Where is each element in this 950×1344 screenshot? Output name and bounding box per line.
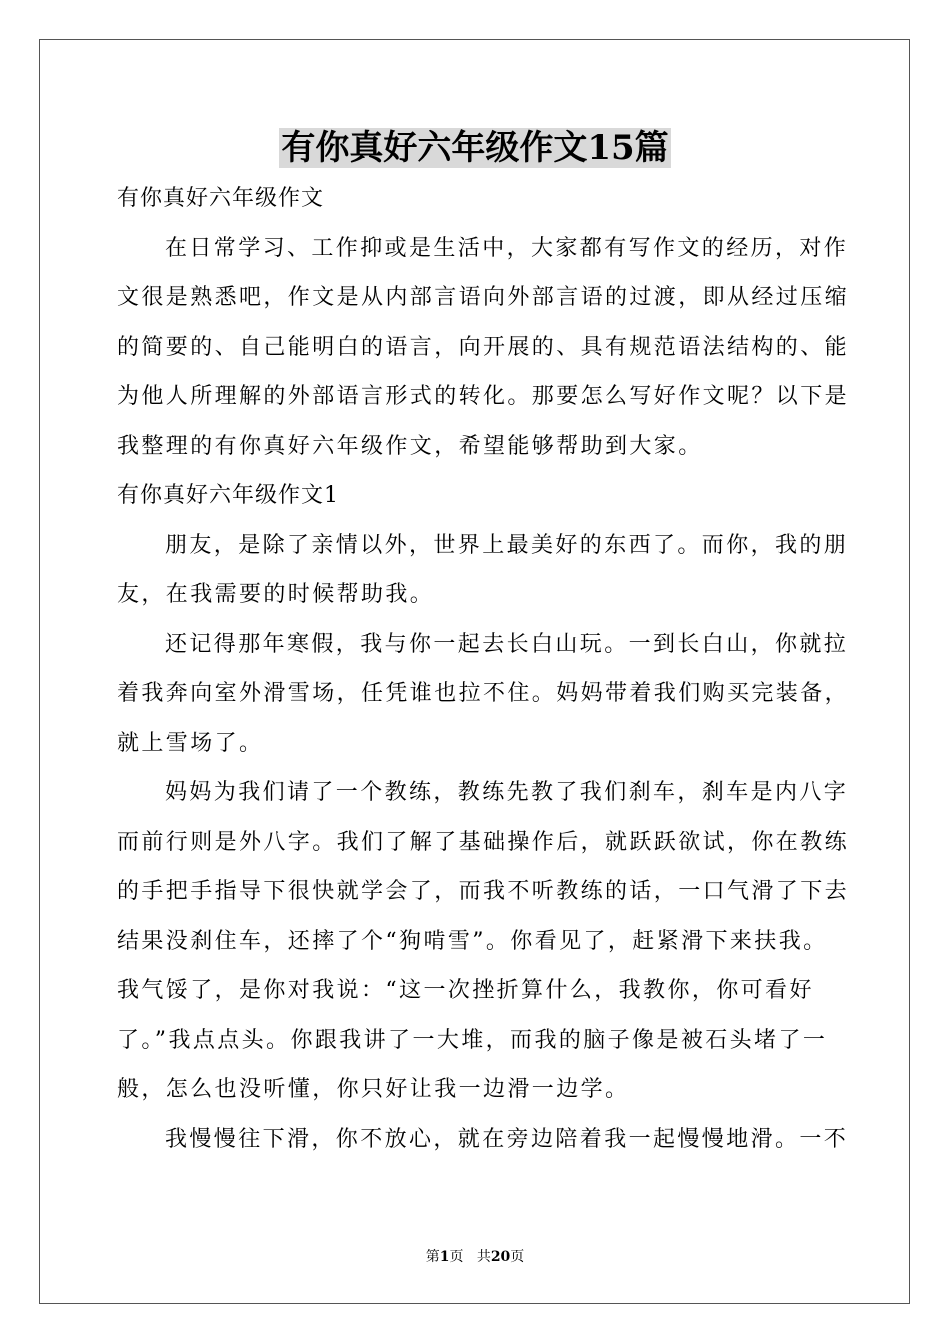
body-text-line: 为他人所理解的外部语言形式的转化。那要怎么写好作文呢？以下是	[117, 384, 850, 409]
body-text-line: 朋友，是除了亲情以外，世界上最美好的东西了。而你，我的朋	[165, 532, 849, 558]
document-title	[0, 126, 950, 170]
page-footer	[0, 1247, 950, 1267]
body-text-line: 文很是熟悉吧，作文是从内部言语向外部言语的过渡，即从经过压缩	[117, 285, 850, 310]
footer-total-suffix: 页	[510, 1249, 525, 1265]
footer-page-suffix: 页	[449, 1249, 464, 1265]
section-heading: 有你真好六年级作文1	[117, 483, 339, 508]
body-text-line: 着我奔向室外滑雪场，任凭谁也拉不住。妈妈带着我们购买完装备，	[117, 681, 850, 706]
body-text-line: 的简要的、自己能明白的语言，向开展的、具有规范语法结构的、能	[117, 334, 850, 360]
body-text-line: 结果没刹住车，还摔了个“狗啃雪”。你看见了，赶紧滑下来扶我。	[117, 928, 828, 954]
body-text-line: 我整理的有你真好六年级作文，希望能够帮助到大家。	[117, 433, 703, 459]
body-text-line: 般，怎么也没听懂，你只好让我一边滑一边学。	[117, 1077, 630, 1102]
footer-total-pages: 20	[490, 1249, 511, 1265]
footer-page-number: 1	[439, 1249, 450, 1265]
body-text-line: 在日常学习、工作抑或是生活中，大家都有写作文的经历，对作	[165, 235, 849, 261]
footer-total-prefix: 共	[476, 1249, 491, 1265]
document-title-text: 有你真好六年级作文15篇	[281, 128, 669, 168]
body-text-line: 就上雪场了。	[117, 730, 264, 756]
body-text-line: 友，在我需要的时候帮助我。	[117, 582, 435, 607]
body-text-line: 我气馁了，是你对我说：“这一次挫折算什么，我教你，你可看好	[117, 978, 814, 1003]
footer-page-prefix: 第	[425, 1249, 440, 1265]
body-text-line: 妈妈为我们请了一个教练，教练先教了我们刹车，刹车是内八字	[165, 780, 849, 805]
body-text-line: 的手把手指导下很快就学会了，而我不听教练的话，一口气滑了下去	[117, 879, 850, 904]
body-text-line: 还记得那年寒假，我与你一起去长白山玩。一到长白山，你就拉	[165, 631, 849, 657]
body-text-line: 我慢慢往下滑，你不放心，就在旁边陪着我一起慢慢地滑。一不	[165, 1126, 849, 1152]
document-body	[117, 174, 850, 1164]
body-text-line: 而前行则是外八字。我们了解了基础操作后，就跃跃欲试，你在教练	[117, 829, 850, 855]
body-text-line: 了。”我点点头。你跟我讲了一大堆，而我的脑子像是被石头堵了一	[117, 1027, 828, 1053]
section-heading: 有你真好六年级作文	[117, 186, 325, 211]
